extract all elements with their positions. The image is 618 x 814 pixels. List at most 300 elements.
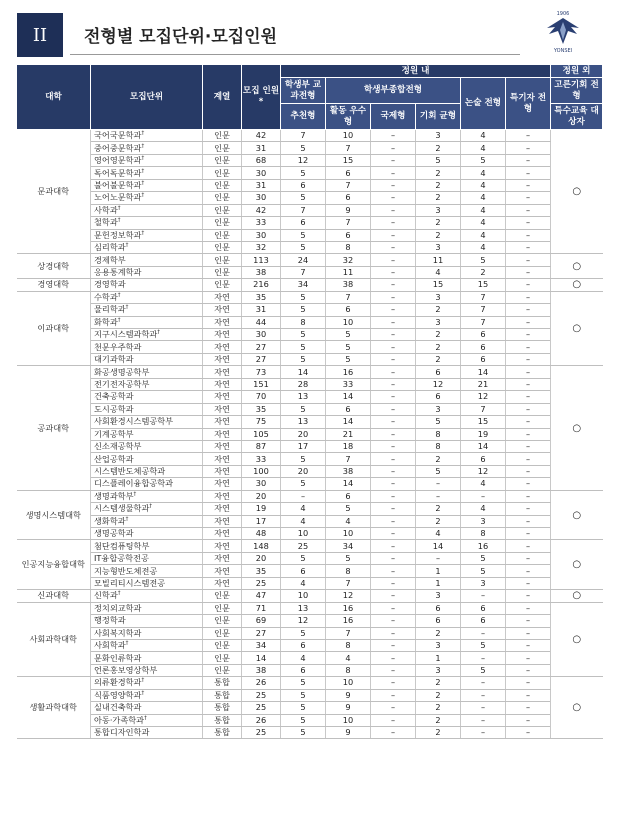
- value-cell: –: [371, 652, 416, 664]
- value-cell: 5: [416, 154, 461, 166]
- value-cell: 3: [416, 291, 461, 303]
- value-cell: 1: [416, 652, 461, 664]
- dagger-mark: †: [144, 715, 147, 722]
- value-cell: 21: [461, 378, 506, 390]
- value-cell: –: [506, 154, 551, 166]
- dept-name: 모빌리티시스템전공: [94, 577, 166, 588]
- table-row: [17, 279, 603, 291]
- value-cell: 2: [416, 142, 461, 154]
- table-row: [17, 465, 603, 477]
- header-hs-subject: 학생부 교과전형: [281, 78, 326, 104]
- value-cell: 4: [416, 528, 461, 540]
- value-cell: –: [371, 590, 416, 602]
- track-cell: 자연: [203, 329, 242, 341]
- dept-name: 생명과학부: [94, 490, 134, 501]
- track-cell: 통합: [203, 677, 242, 689]
- quota-cell: 151: [242, 378, 281, 390]
- value-cell: 12: [461, 465, 506, 477]
- college-name: 공과대학: [17, 366, 91, 490]
- value-cell: 12: [281, 154, 326, 166]
- track-cell: 인문: [203, 204, 242, 216]
- dept-cell: [91, 515, 203, 527]
- quota-cell: 38: [242, 664, 281, 676]
- track-cell: 자연: [203, 403, 242, 415]
- value-cell: 2: [416, 627, 461, 639]
- outside-quota-mark: ○: [551, 590, 603, 602]
- dept-cell: [91, 366, 203, 378]
- dagger-mark: †: [125, 304, 129, 311]
- quota-cell: 26: [242, 677, 281, 689]
- track-cell: 인문: [203, 279, 242, 291]
- value-cell: 6: [416, 366, 461, 378]
- value-cell: 6: [326, 192, 371, 204]
- value-cell: –: [371, 366, 416, 378]
- value-cell: –: [506, 627, 551, 639]
- value-cell: 7: [326, 179, 371, 191]
- value-cell: 21: [326, 428, 371, 440]
- value-cell: 4: [461, 478, 506, 490]
- value-cell: 5: [416, 416, 461, 428]
- quota-cell: 216: [242, 279, 281, 291]
- track-cell: 인문: [203, 664, 242, 676]
- value-cell: 5: [461, 664, 506, 676]
- table-row: [17, 316, 603, 328]
- value-cell: 10: [326, 528, 371, 540]
- table-row: [17, 540, 603, 552]
- track-cell: 인문: [203, 590, 242, 602]
- dept-name: 대기과학과: [94, 354, 134, 365]
- value-cell: –: [506, 577, 551, 589]
- value-cell: 4: [326, 515, 371, 527]
- table-row: [17, 515, 603, 527]
- track-cell: 자연: [203, 465, 242, 477]
- value-cell: 6: [281, 664, 326, 676]
- table-row: [17, 627, 603, 639]
- value-cell: 4: [461, 217, 506, 229]
- value-cell: 2: [416, 515, 461, 527]
- dept-cell: [91, 179, 203, 191]
- value-cell: –: [506, 478, 551, 490]
- value-cell: –: [371, 702, 416, 714]
- dept-cell: [91, 490, 203, 502]
- value-cell: 4: [461, 192, 506, 204]
- value-cell: 5: [281, 478, 326, 490]
- dagger-mark: †: [125, 640, 129, 647]
- value-cell: 8: [281, 316, 326, 328]
- table-row: [17, 677, 603, 689]
- value-cell: 5: [326, 353, 371, 365]
- value-cell: 5: [281, 714, 326, 726]
- value-cell: 4: [281, 503, 326, 515]
- dept-name: 문헌정보학과: [94, 229, 142, 240]
- value-cell: 14: [326, 416, 371, 428]
- value-cell: 5: [281, 552, 326, 564]
- value-cell: –: [506, 602, 551, 614]
- dept-cell: [91, 130, 203, 142]
- header-within-quota: 정원 내: [281, 65, 551, 78]
- value-cell: –: [506, 316, 551, 328]
- value-cell: 5: [281, 727, 326, 739]
- dagger-mark: †: [141, 180, 145, 187]
- value-cell: 17: [281, 440, 326, 452]
- value-cell: 7: [326, 627, 371, 639]
- value-cell: 7: [281, 130, 326, 142]
- value-cell: 33: [326, 378, 371, 390]
- track-cell: 자연: [203, 478, 242, 490]
- outside-quota-mark: ○: [551, 677, 603, 739]
- dept-cell: [91, 241, 203, 253]
- dept-cell: [91, 204, 203, 216]
- value-cell: 5: [461, 565, 506, 577]
- value-cell: –: [506, 266, 551, 278]
- value-cell: 20: [281, 428, 326, 440]
- logo-bottom-text: YONSEI: [553, 48, 573, 54]
- table-row: [17, 528, 603, 540]
- table-row: [17, 565, 603, 577]
- track-cell: 자연: [203, 428, 242, 440]
- dept-name: 생화학과: [94, 515, 126, 526]
- dept-name: 건축공학과: [94, 391, 134, 402]
- value-cell: –: [371, 217, 416, 229]
- header-hs-comprehensive: 학생부종합전형: [326, 78, 461, 104]
- value-cell: 5: [281, 291, 326, 303]
- table-row: [17, 503, 603, 515]
- value-cell: –: [506, 428, 551, 440]
- college-name: 인공지능융합대학: [17, 540, 91, 590]
- quota-cell: 35: [242, 565, 281, 577]
- value-cell: 2: [416, 702, 461, 714]
- value-cell: 2: [416, 727, 461, 739]
- value-cell: –: [506, 241, 551, 253]
- dept-name: 생명공학과: [94, 528, 134, 539]
- quota-cell: 30: [242, 329, 281, 341]
- quota-cell: 113: [242, 254, 281, 266]
- value-cell: 9: [326, 204, 371, 216]
- track-cell: 인문: [203, 639, 242, 651]
- value-cell: –: [371, 503, 416, 515]
- quota-cell: 14: [242, 652, 281, 664]
- track-cell: 자연: [203, 391, 242, 403]
- table-row: [17, 615, 603, 627]
- value-cell: 11: [416, 254, 461, 266]
- dept-cell: [91, 677, 203, 689]
- dept-cell: [91, 552, 203, 564]
- dept-name: 경영학과: [94, 279, 126, 290]
- quota-cell: 34: [242, 639, 281, 651]
- track-cell: 인문: [203, 652, 242, 664]
- chapter-badge: II: [17, 13, 63, 57]
- dept-name: 중어중문학과: [94, 142, 142, 153]
- quota-cell: 42: [242, 204, 281, 216]
- value-cell: –: [371, 391, 416, 403]
- value-cell: 5: [281, 627, 326, 639]
- value-cell: 6: [416, 602, 461, 614]
- value-cell: 4: [461, 130, 506, 142]
- value-cell: 38: [326, 465, 371, 477]
- value-cell: 14: [326, 391, 371, 403]
- value-cell: 15: [326, 154, 371, 166]
- quota-cell: 70: [242, 391, 281, 403]
- table-row: [17, 727, 603, 739]
- dagger-mark: †: [117, 205, 121, 212]
- track-cell: 인문: [203, 179, 242, 191]
- value-cell: 4: [326, 652, 371, 664]
- dept-cell: [91, 391, 203, 403]
- table-row: [17, 428, 603, 440]
- value-cell: –: [371, 602, 416, 614]
- table-row: [17, 167, 603, 179]
- table-row: [17, 192, 603, 204]
- table-row: [17, 391, 603, 403]
- track-cell: 자연: [203, 528, 242, 540]
- value-cell: 8: [461, 528, 506, 540]
- value-cell: 34: [281, 279, 326, 291]
- value-cell: –: [371, 341, 416, 353]
- table-row: [17, 241, 603, 253]
- dept-name: 신소재공학부: [94, 441, 142, 452]
- value-cell: –: [371, 192, 416, 204]
- value-cell: 7: [461, 403, 506, 415]
- value-cell: –: [461, 490, 506, 502]
- value-cell: –: [371, 291, 416, 303]
- value-cell: 5: [326, 503, 371, 515]
- value-cell: 4: [281, 652, 326, 664]
- value-cell: –: [506, 652, 551, 664]
- value-cell: –: [506, 353, 551, 365]
- value-cell: 4: [461, 142, 506, 154]
- value-cell: 7: [326, 291, 371, 303]
- dept-name: 사회복지학과: [94, 627, 142, 638]
- logo-top-text: 1906: [556, 11, 570, 17]
- track-cell: 자연: [203, 316, 242, 328]
- dept-cell: [91, 727, 203, 739]
- table-row: [17, 266, 603, 278]
- value-cell: 10: [326, 316, 371, 328]
- value-cell: 16: [326, 602, 371, 614]
- value-cell: –: [371, 179, 416, 191]
- track-cell: 자연: [203, 490, 242, 502]
- value-cell: –: [281, 490, 326, 502]
- dept-name: 화학과: [94, 316, 118, 327]
- dept-name: 첨단컴퓨팅학부: [94, 540, 150, 551]
- value-cell: 5: [281, 341, 326, 353]
- quota-cell: 48: [242, 528, 281, 540]
- dept-cell: [91, 353, 203, 365]
- track-cell: 인문: [203, 192, 242, 204]
- value-cell: –: [506, 714, 551, 726]
- track-cell: 자연: [203, 503, 242, 515]
- dept-cell: [91, 689, 203, 701]
- header-college: 대학: [17, 65, 91, 130]
- dept-cell: [91, 428, 203, 440]
- quota-cell: 30: [242, 167, 281, 179]
- value-cell: –: [371, 664, 416, 676]
- value-cell: 28: [281, 378, 326, 390]
- value-cell: –: [461, 702, 506, 714]
- quota-cell: 100: [242, 465, 281, 477]
- value-cell: 10: [326, 677, 371, 689]
- quota-cell: 25: [242, 727, 281, 739]
- track-cell: 통합: [203, 689, 242, 701]
- value-cell: 3: [416, 130, 461, 142]
- dept-cell: [91, 577, 203, 589]
- value-cell: 7: [326, 453, 371, 465]
- value-cell: –: [371, 304, 416, 316]
- value-cell: –: [506, 403, 551, 415]
- college-name: 문과대학: [17, 130, 91, 254]
- dept-name: 사회환경시스템공학부: [94, 416, 174, 427]
- track-cell: 인문: [203, 241, 242, 253]
- value-cell: –: [416, 478, 461, 490]
- track-cell: 인문: [203, 254, 242, 266]
- value-cell: 8: [326, 639, 371, 651]
- value-cell: –: [371, 154, 416, 166]
- value-cell: –: [371, 142, 416, 154]
- header-equal-opportunity: 고른기회 전형: [551, 78, 603, 104]
- track-cell: 자연: [203, 577, 242, 589]
- value-cell: –: [371, 490, 416, 502]
- dept-cell: [91, 478, 203, 490]
- value-cell: 6: [326, 304, 371, 316]
- value-cell: 13: [281, 602, 326, 614]
- quota-cell: 38: [242, 266, 281, 278]
- value-cell: –: [506, 465, 551, 477]
- value-cell: 5: [281, 142, 326, 154]
- value-cell: 4: [461, 179, 506, 191]
- table-row: [17, 639, 603, 651]
- value-cell: 5: [281, 403, 326, 415]
- dagger-mark: †: [157, 329, 161, 336]
- quota-cell: 25: [242, 577, 281, 589]
- value-cell: 2: [416, 689, 461, 701]
- table-row: [17, 714, 603, 726]
- value-cell: –: [506, 440, 551, 452]
- value-cell: 2: [416, 453, 461, 465]
- value-cell: 2: [416, 179, 461, 191]
- table-row: [17, 291, 603, 303]
- value-cell: –: [371, 577, 416, 589]
- quota-cell: 75: [242, 416, 281, 428]
- college-name: 상경대학: [17, 254, 91, 279]
- value-cell: –: [506, 565, 551, 577]
- dept-name: 국어국문학과: [94, 130, 142, 141]
- value-cell: –: [461, 627, 506, 639]
- dept-name: 아동·가족학과: [94, 714, 145, 725]
- header-outside-quota: 정원 외: [551, 65, 603, 78]
- value-cell: –: [371, 453, 416, 465]
- dagger-mark: †: [117, 292, 121, 299]
- quota-cell: 30: [242, 229, 281, 241]
- dept-name: 산업공학과: [94, 453, 134, 464]
- value-cell: 7: [461, 304, 506, 316]
- value-cell: 14: [281, 366, 326, 378]
- table-row: [17, 702, 603, 714]
- quota-cell: 30: [242, 192, 281, 204]
- value-cell: –: [461, 714, 506, 726]
- value-cell: 5: [281, 353, 326, 365]
- value-cell: 1: [416, 565, 461, 577]
- value-cell: 2: [416, 329, 461, 341]
- value-cell: –: [371, 478, 416, 490]
- value-cell: 6: [326, 167, 371, 179]
- value-cell: –: [371, 615, 416, 627]
- value-cell: 1: [416, 577, 461, 589]
- value-cell: 6: [281, 565, 326, 577]
- value-cell: –: [371, 378, 416, 390]
- value-cell: 7: [326, 217, 371, 229]
- value-cell: –: [371, 266, 416, 278]
- value-cell: 2: [416, 503, 461, 515]
- value-cell: 8: [416, 440, 461, 452]
- value-cell: –: [506, 329, 551, 341]
- value-cell: 4: [461, 204, 506, 216]
- value-cell: 6: [281, 179, 326, 191]
- track-cell: 인문: [203, 130, 242, 142]
- track-cell: 인문: [203, 615, 242, 627]
- value-cell: 6: [461, 353, 506, 365]
- value-cell: 5: [281, 304, 326, 316]
- value-cell: 5: [281, 677, 326, 689]
- header-equal: 기회 균형: [416, 104, 461, 130]
- quota-cell: 30: [242, 478, 281, 490]
- quota-cell: 148: [242, 540, 281, 552]
- dagger-mark: †: [141, 677, 145, 684]
- dept-name: 불어불문학과: [94, 179, 142, 190]
- dept-cell: [91, 590, 203, 602]
- value-cell: 16: [461, 540, 506, 552]
- value-cell: 2: [416, 192, 461, 204]
- value-cell: 12: [281, 615, 326, 627]
- value-cell: 15: [461, 279, 506, 291]
- dagger-mark: †: [141, 130, 145, 137]
- dept-cell: [91, 664, 203, 676]
- dept-name: 노어노문학과: [94, 192, 142, 203]
- table-row: [17, 590, 603, 602]
- dept-name: 독어독문학과: [94, 167, 142, 178]
- dept-name: 철학과: [94, 217, 118, 228]
- dept-name: 도시공학과: [94, 403, 134, 414]
- value-cell: –: [506, 254, 551, 266]
- table-row: [17, 403, 603, 415]
- quota-cell: 69: [242, 615, 281, 627]
- title-underline: [70, 54, 520, 55]
- table-row: [17, 440, 603, 452]
- dept-name: 화공생명공학부: [94, 366, 150, 377]
- dagger-mark: †: [133, 491, 137, 498]
- value-cell: 5: [326, 341, 371, 353]
- table-row: [17, 552, 603, 564]
- value-cell: 7: [326, 577, 371, 589]
- dept-cell: [91, 652, 203, 664]
- value-cell: 5: [281, 167, 326, 179]
- value-cell: 16: [326, 615, 371, 627]
- value-cell: –: [506, 291, 551, 303]
- dept-cell: [91, 378, 203, 390]
- value-cell: 12: [461, 391, 506, 403]
- track-cell: 인문: [203, 266, 242, 278]
- value-cell: 3: [416, 639, 461, 651]
- dagger-mark: †: [125, 516, 129, 523]
- value-cell: 4: [281, 515, 326, 527]
- value-cell: 12: [326, 590, 371, 602]
- dept-cell: [91, 639, 203, 651]
- outside-quota-mark: ○: [551, 254, 603, 279]
- table-row: [17, 229, 603, 241]
- value-cell: 5: [326, 329, 371, 341]
- value-cell: –: [506, 217, 551, 229]
- value-cell: –: [506, 229, 551, 241]
- dept-cell: [91, 627, 203, 639]
